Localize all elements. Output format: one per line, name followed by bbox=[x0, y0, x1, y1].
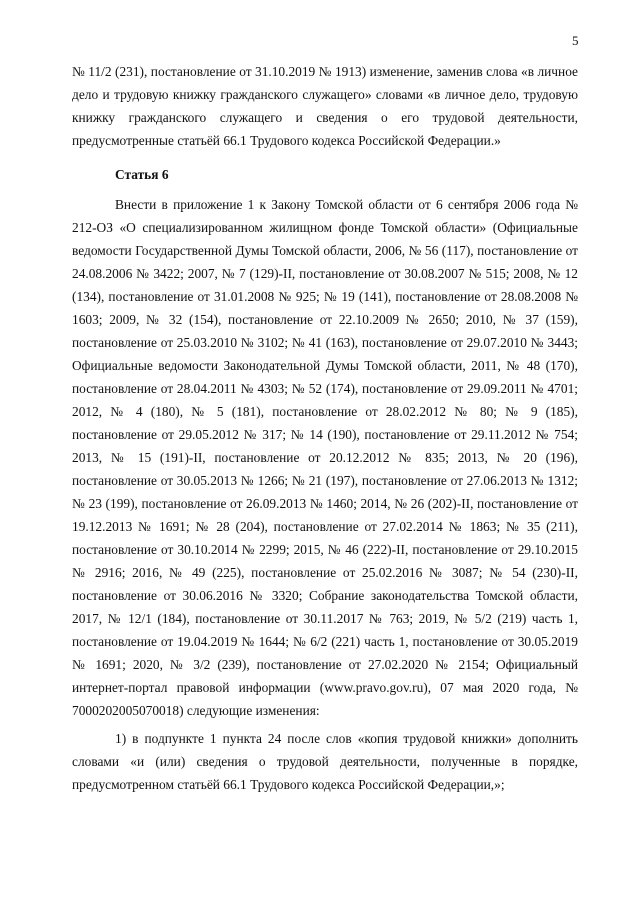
amendment-item-1: 1) в подпункте 1 пункта 24 после слов «копия трудовой книжки» дополнить словами «и (или) сведения о трудовой деятельности, полученные в порядке, предусмотренном статьёй 66.1 Трудового кодекса Российской Федерации,»; bbox=[72, 731, 578, 792]
page-number: 5 bbox=[572, 33, 579, 48]
document-body bbox=[72, 60, 578, 796]
article-heading: Статья 6 bbox=[115, 167, 169, 182]
continuation-paragraph: № 11/2 (231), постановление от 31.10.2019 № 1913) изменение, заменив слова «в личное дело и трудовую книжку гражданского служащего» словами «в личное дело, трудовую книжку гражданского служащего и сведения о его трудовой деятельности, предусмотренные статьёй 66.1 Трудового кодекса Российской Федерации.» bbox=[72, 64, 578, 148]
article-intro-paragraph: Внести в приложение 1 к Закону Томской области от 6 сентября 2006 года № 212-ОЗ «О специализированном жилищном фонде Томской области» (Официальные ведомости Государственной Думы Томской области, 2006, № 56 (117), постановление от 24.08.2006 № 3422; 2007, № 7 (129)-II, постановление от 30.08.2007 № 515; 2008, № 12 (134), постановление от 31.01.2008 № 925; № 19 (141), постановление от 28.08.2008 № 1603; 2009, № 32 (154), постановление от 22.10.2009 № 2650; 2010, № 37 (159), постановление от 25.03.2010 № 3102; № 41 (163), постановление от 29.07.2010 № 3443; Официальные ведомости Законодательной Думы Томской области, 2011, № 48 (170), постановление от 28.04.2011 № 4303; № 52 (174), постановление от 29.09.2011 № 4701; 2012, № 4 (180), № 5 (181), постановление от 28.02.2012 № 80; № 9 (185), постановление от 29.05.2012 № 317; № 14 (190), постановление от 29.11.2012 № 754; 2013, № 15 (191)-II, постановление от 20.12.2012 № 835; 2013, № 20 (196), постановление от 30.05.2013 № 1266; № 21 (197), постановление от 27.06.2013 № 1312; № 23 (199), постановление от 26.09.2013 № 1460; 2014, № 26 (202)-II, постановление от 19.12.2013 № 1691; № 28 (204), постановление от 27.02.2014 № 1863; № 35 (211), постановление от 30.10.2014 № 2299; 2015, № 46 (222)-II, постановление от 29.10.2015 № 2916; 2016, № 49 (225), постановление от 25.02.2016 № 3087; № 54 (230)-II, постановление от 30.06.2016 № 3320; Собрание законодательства Томской области, 2017, № 12/1 (184), постановление от 30.11.2017 № 763; 2019, № 5/2 (219) часть 1, постановление от 19.04.2019 № 1644; № 6/2 (221) часть 1, постановление от 30.05.2019 № 1691; 2020, № 3/2 (239), постановление от 27.02.2020 № 2154; Официальный интернет-портал правовой информации (www.pravo.gov.ru), 07 мая 2020 года, № 7000202005070018) следующие изменения: bbox=[72, 197, 578, 718]
